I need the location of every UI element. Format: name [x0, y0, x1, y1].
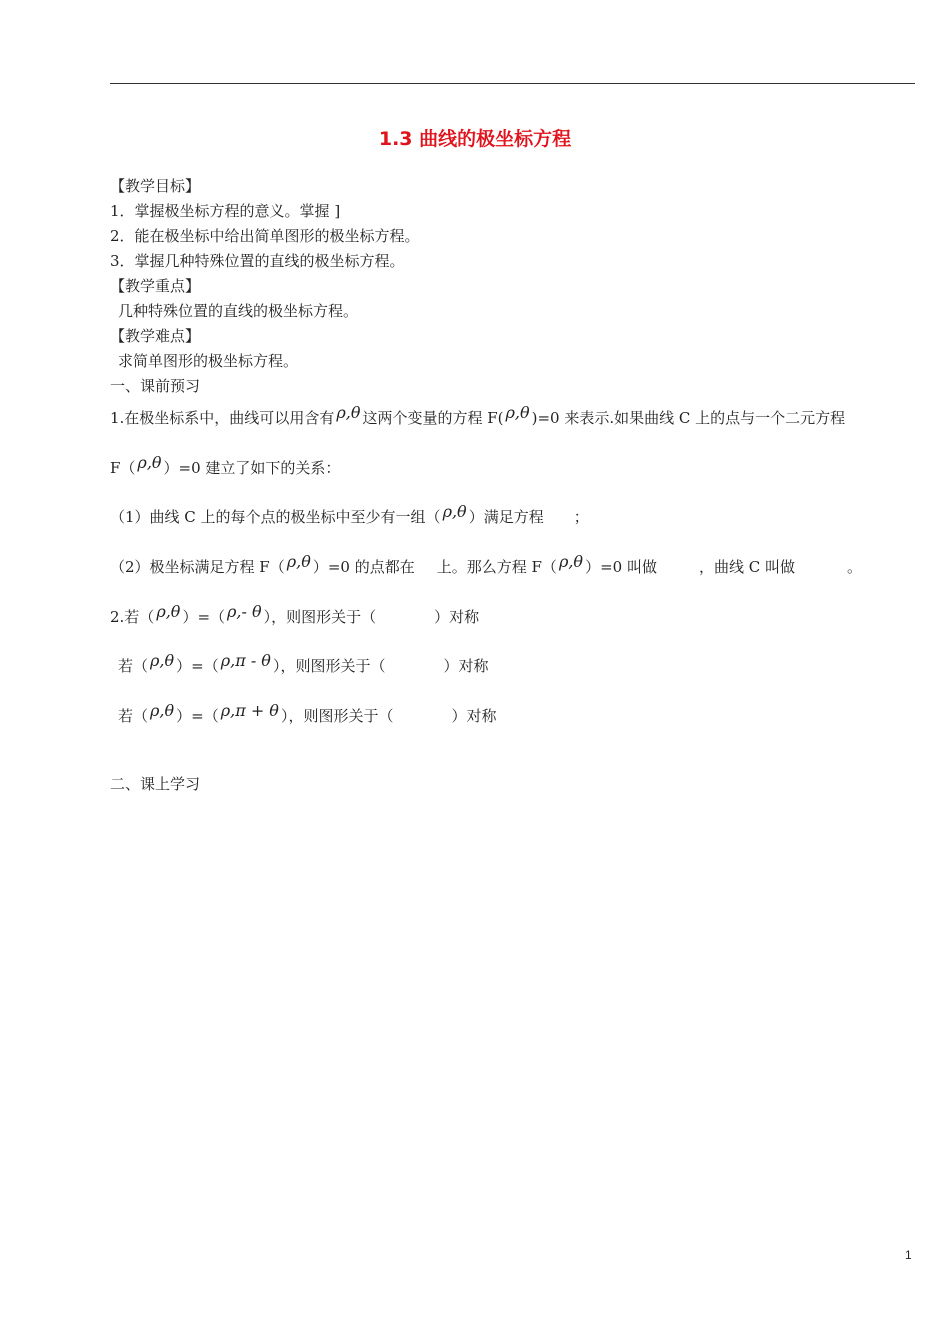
page-number: 1 — [905, 1248, 912, 1262]
sym1-text-a: 2.若（ — [110, 608, 155, 626]
p2-text-a: F（ — [110, 459, 136, 477]
difficult-text: 求简单图形的极坐标方程。 — [118, 352, 299, 370]
sym2-text-b: ）=（ — [176, 657, 219, 675]
math-rho-theta: ρ,θ — [150, 651, 175, 670]
item2-text-e: ，曲线 C 叫做 — [698, 558, 795, 576]
difficult-heading: 【教学难点】 — [110, 327, 201, 345]
sym3-text-d: ）对称 — [451, 707, 497, 725]
symmetry-line-2 — [118, 651, 489, 676]
p1-text-a: 1.在极坐标系中，曲线可以用含有 — [110, 409, 335, 427]
section-class-heading: 二、课上学习 — [110, 775, 201, 793]
item1-text-c: ； — [573, 508, 589, 526]
sym1-text-d: ）对称 — [434, 608, 480, 626]
sym3-text-c: ），则图形关于（ — [280, 707, 394, 725]
math-rho-theta: ρ,θ — [137, 453, 162, 472]
math-rho-theta: ρ,θ — [286, 552, 311, 571]
sym2-text-d: ）对称 — [443, 657, 489, 675]
item2-text-c: 上。那么方程 F（ — [436, 558, 557, 576]
page-title: 1.3 曲线的极坐标方程 — [378, 128, 572, 150]
item-1 — [110, 502, 589, 527]
p1-text-c: )=0 来表示.如果曲线 C 上的点与一个二元方程 — [531, 409, 846, 427]
goal-item-2: 2．能在极坐标中给出简单图形的极坐标方程。 — [110, 227, 420, 245]
item1-text-a: （1）曲线 C 上的每个点的极坐标中至少有一组（ — [110, 508, 441, 526]
p2-text-b: ）=0 建立了如下的关系： — [163, 459, 341, 477]
symmetry-line-3 — [118, 701, 497, 726]
math-rho-theta: ρ,θ — [150, 701, 175, 720]
goals-heading: 【教学目标】 — [110, 177, 201, 195]
math-rho-theta: ρ,θ — [442, 502, 467, 521]
key-heading: 【教学重点】 — [110, 277, 201, 295]
goal-item-3: 3．掌握几种特殊位置的直线的极坐标方程。 — [110, 252, 405, 270]
item2-text-f: 。 — [846, 558, 862, 576]
math-rho-theta: ρ,θ — [558, 552, 584, 571]
sym3-text-b: ）=（ — [176, 707, 219, 725]
paragraph-1 — [110, 403, 846, 428]
item1-text-b: ）满足方程 — [468, 508, 544, 526]
sym2-text-a: 若（ — [118, 657, 149, 675]
goal-item-1: 1．掌握极坐标方程的意义。掌握 ] — [110, 202, 341, 220]
sym1-text-b: ）=（ — [182, 608, 226, 626]
sym2-text-c: ），则图形关于（ — [272, 657, 386, 675]
paragraph-2 — [110, 453, 341, 478]
math-rho-neg-theta: ρ,- θ — [227, 602, 262, 621]
math-rho-theta: ρ,θ — [505, 403, 530, 422]
math-rho-theta: ρ,θ — [156, 602, 181, 621]
item2-text-d: ）=0 叫做 — [585, 558, 657, 576]
sym1-text-c: ），则图形关于（ — [263, 608, 377, 626]
header-rule — [110, 83, 915, 84]
item2-text-a: （2）极坐标满足方程 F（ — [110, 558, 285, 576]
item-2 — [110, 552, 862, 577]
sym3-text-a: 若（ — [118, 707, 149, 725]
symmetry-line-1 — [110, 602, 480, 627]
item2-text-b: ）=0 的点都在 — [312, 558, 415, 576]
math-rho-theta: ρ,θ — [336, 403, 361, 422]
math-rho-pi-plus-theta: ρ,π + θ — [220, 701, 279, 720]
section-preview-heading: 一、课前预习 — [110, 377, 201, 395]
math-rho-pi-minus-theta: ρ,π - θ — [220, 651, 271, 670]
p1-text-b: 这两个变量的方程 F( — [362, 409, 504, 427]
key-text: 几种特殊位置的直线的极坐标方程。 — [118, 302, 359, 320]
